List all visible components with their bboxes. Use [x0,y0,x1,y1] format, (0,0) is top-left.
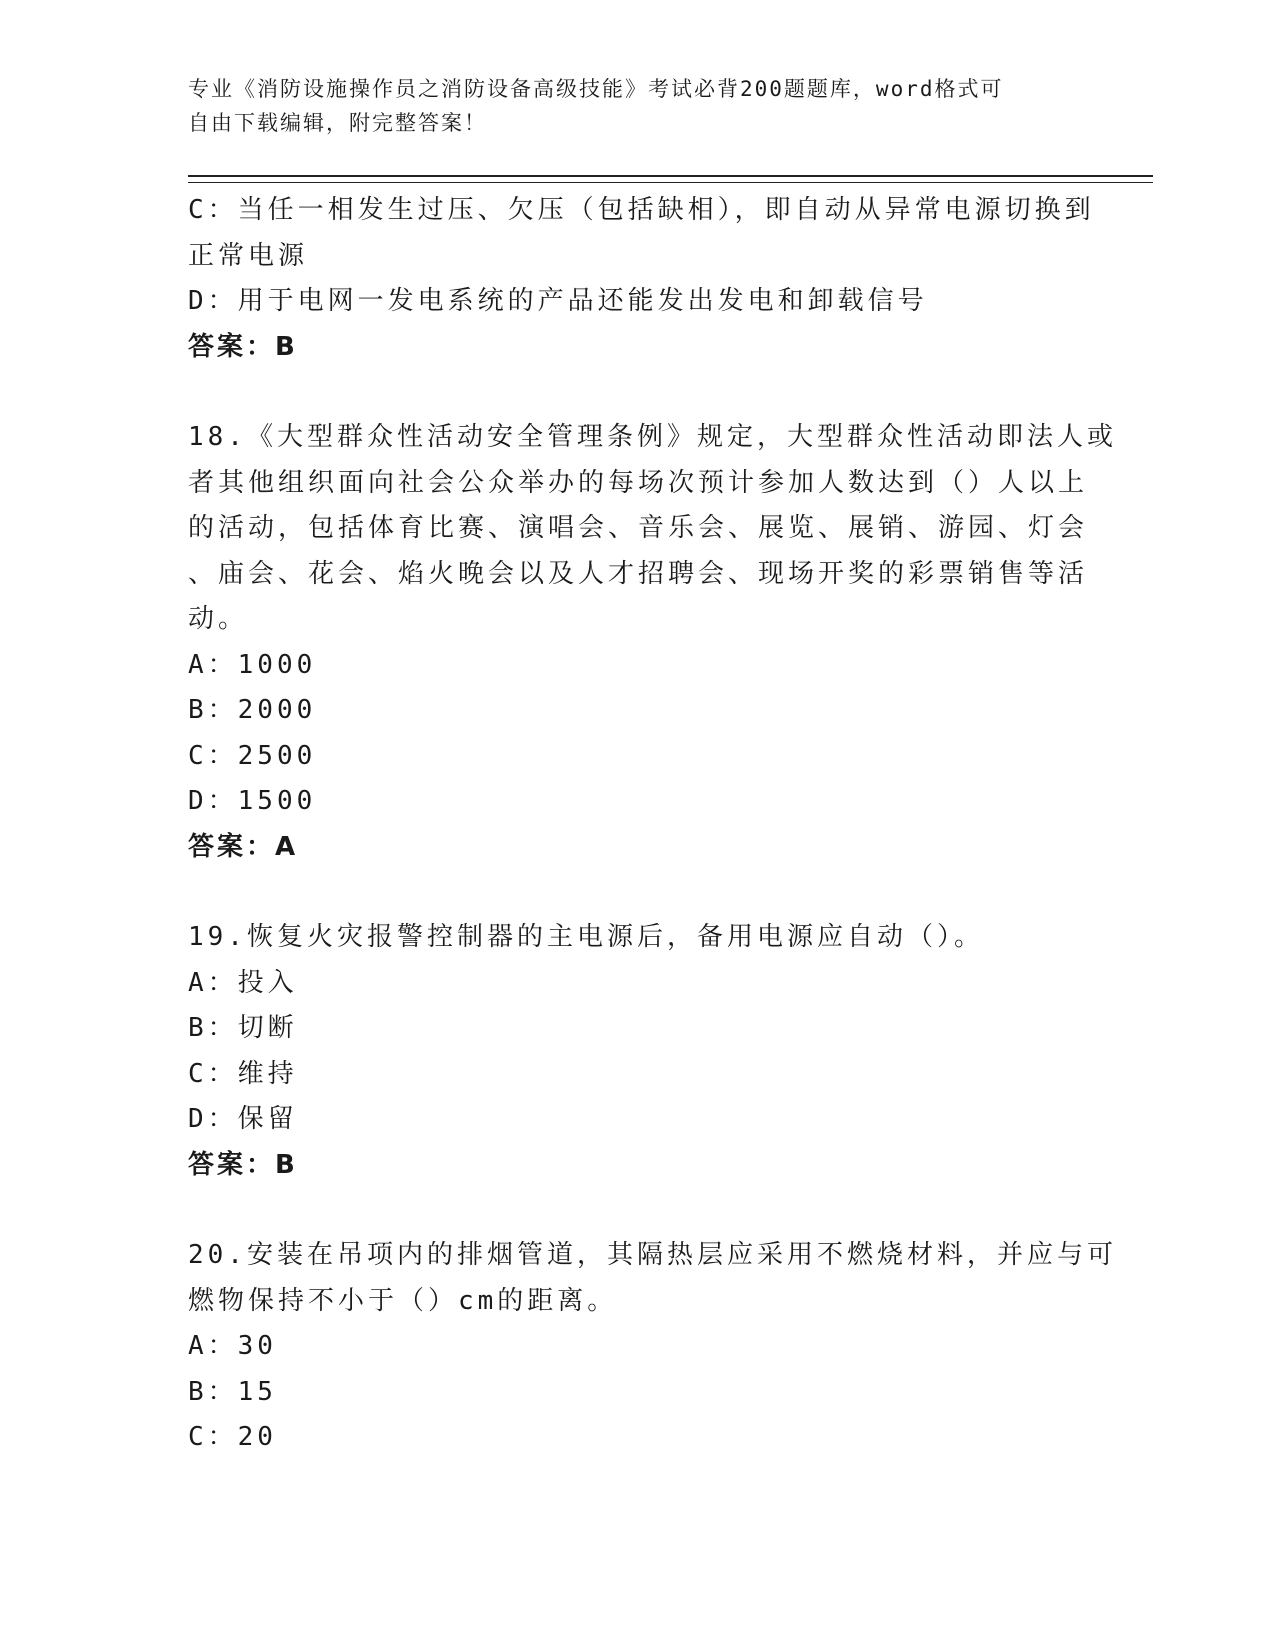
option-a: A：30 [188,1331,277,1361]
option-b: B：15 [188,1376,277,1407]
question-stem-line: 19.恢复火灾报警控制器的主电源后，备用电源应自动（）。 [188,922,984,952]
question-stem-line: 、庙会、花会、焰火晚会以及人才招聘会、现场开奖的彩票销售等活 [188,558,1089,589]
question-stem-line: 动。 [188,604,249,634]
question-stem-line: 18.《大型群众性活动安全管理条例》规定，大型群众性活动即法人或 [188,422,1117,452]
option-d: D：用于电网一发电系统的产品还能发出发电和卸载信号 [188,286,928,316]
document-header [188,72,1088,140]
option-c-line-2: 正常电源 [188,240,309,271]
header-rule-thin [188,182,1153,183]
question-20 [188,1233,1117,1461]
option-d: D：1500 [188,786,317,816]
answer-label: 答案：B [188,1149,298,1180]
answer-label: 答案：A [188,831,299,862]
question-stem-line: 20.安装在吊项内的排烟管道，其隔热层应采用不燃烧材料，并应与可 [188,1240,1117,1270]
option-c: C：维持 [188,1058,298,1089]
question-stem-line: 的活动，包括体育比赛、演唱会、音乐会、展览、展销、游园、灯会 [188,513,1089,543]
option-b: B：切断 [188,1013,298,1043]
question-content [188,188,1117,1461]
header-line-1: 专业《消防设施操作员之消防设备高级技能》考试必背200题题库，word格式可 [188,77,1004,101]
spacer [188,1188,1088,1233]
header-rule-thick [188,175,1153,177]
option-a: A：1000 [188,649,317,680]
spacer [188,370,1088,415]
option-a: A：投入 [188,967,298,998]
question-stem-line: 者其他组织面向社会公众举办的每场次预计参加人数达到（）人以上 [188,467,1089,498]
option-d: D：保留 [188,1104,298,1134]
option-c: C：20 [188,1422,277,1452]
option-b: B：2000 [188,695,317,725]
question-stem-line: 燃物保持不小于（）cm的距离。 [188,1285,618,1316]
option-c: C：2500 [188,740,317,771]
question-18 [188,415,1117,870]
spacer [188,870,1088,915]
question-19 [188,915,1088,1188]
answer-label: 答案：B [188,331,298,362]
header-line-2: 自由下载编辑，附完整答案！ [188,111,487,135]
question-17-continued [188,188,1095,370]
option-c-line-1: C：当任一相发生过压、欠压（包括缺相），即自动从异常电源切换到 [188,195,1095,225]
